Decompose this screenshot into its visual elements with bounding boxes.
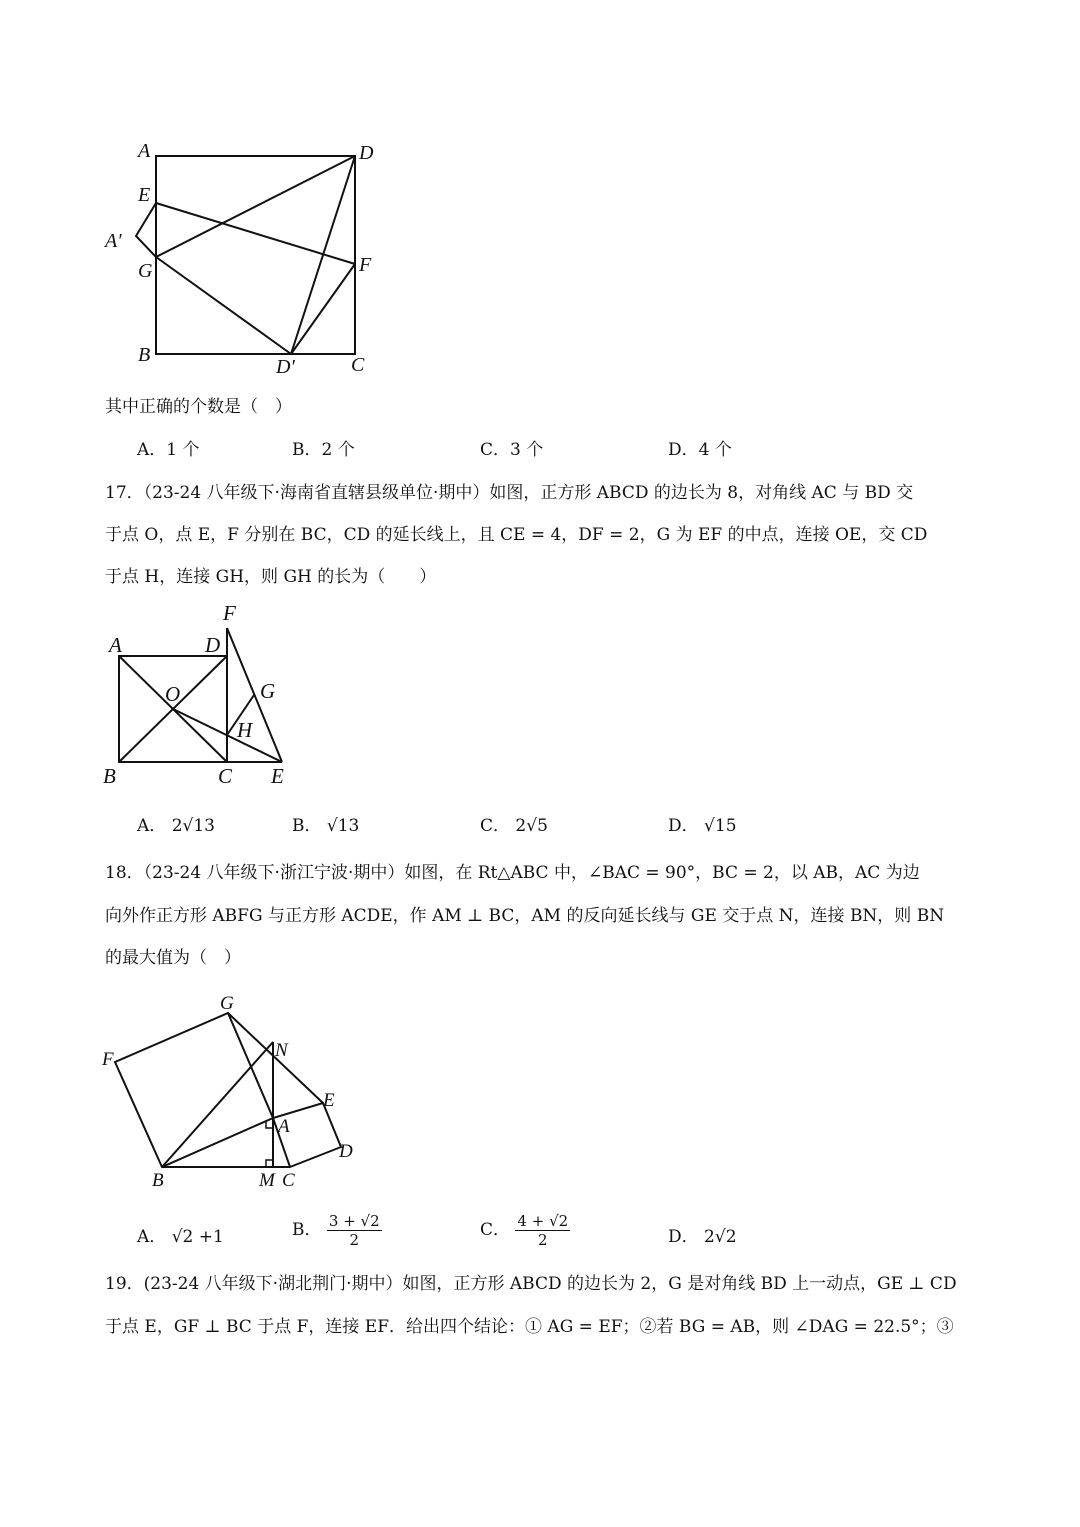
option-text: √15 (704, 816, 737, 836)
q16-option-b (292, 439, 355, 461)
label-A: A (109, 633, 122, 657)
label-A: A (278, 1116, 290, 1137)
segment-ef (156, 203, 355, 264)
right-angle-m (266, 1160, 273, 1167)
label-C: C (218, 764, 233, 788)
segment-dd-prime (291, 156, 355, 354)
label-D: D (339, 1141, 353, 1162)
q18-text-line-2: 向外作正方形 ABFG 与正方形 ACDE，作 AM ⊥ BC，AM 的反向延长线与 GE 交于点 N，连接 BN，则 BN (105, 906, 945, 926)
option-letter: B． (292, 1220, 322, 1240)
q18-option-c (480, 1212, 570, 1249)
label-O: O (165, 682, 181, 706)
label-B: B (103, 764, 116, 788)
q17-text-line-2: 于点 O，点 E，F 分别在 BC，CD 的延长线上，且 CE = 4，DF = 2，G 为 EF 的中点，连接 OE，交 CD (105, 525, 928, 545)
option-letter: A． (137, 440, 167, 460)
right-angle-a (266, 1121, 273, 1128)
option-text: √2 +1 (171, 1227, 224, 1247)
option-fraction (515, 1212, 570, 1249)
option-letter: B． (292, 816, 322, 836)
label-F: F (359, 254, 372, 276)
label-B: B (152, 1170, 164, 1190)
option-text: 2√13 (171, 816, 215, 836)
option-letter: C． (480, 1220, 511, 1240)
option-text: 2√5 (515, 816, 548, 836)
label-A-prime: A′ (105, 230, 122, 252)
label-F: F (223, 601, 236, 625)
option-letter: D． (668, 1227, 699, 1247)
q17-option-b (292, 815, 359, 837)
label-H: H (237, 718, 253, 742)
segment-fd-prime (291, 264, 355, 354)
option-text: 3 个 (510, 440, 544, 460)
option-text: √13 (326, 816, 360, 836)
option-letter: A． (137, 1227, 167, 1247)
q16-option-c (480, 439, 543, 461)
label-D: D (205, 633, 221, 657)
label-A: A (138, 140, 151, 162)
option-letter: B． (292, 440, 322, 460)
figure-q18 (95, 990, 375, 1190)
label-G: G (260, 679, 276, 703)
q18-option-d (668, 1226, 737, 1248)
fraction-numerator: 3 + √2 (328, 1212, 380, 1230)
option-letter: D． (668, 816, 699, 836)
figure-q17 (95, 598, 305, 793)
q17-option-a (137, 815, 215, 837)
q19-text-line-1: 19．(23-24 八年级下·湖北荆门·期中）如图，正方形 ABCD 的边长为 2，G 是对角线 BD 上一动点，GE ⊥ CD (105, 1274, 957, 1294)
option-text: 1 个 (166, 440, 200, 460)
q16-option-d (668, 439, 732, 461)
label-C: C (282, 1170, 295, 1190)
label-C: C (351, 354, 365, 376)
option-letter: C． (480, 816, 511, 836)
q18-text-line-1: 18．（23-24 八年级下·浙江宁波·期中）如图，在 Rt△ABC 中，∠BAC = 90°，BC = 2，以 AB，AC 为边 (105, 863, 920, 883)
q16-question-tail: 其中正确的个数是（ ） (105, 397, 292, 417)
label-E: E (323, 1090, 335, 1111)
label-E: E (138, 184, 151, 206)
fraction-denominator: 2 (349, 1231, 360, 1249)
segment-gd-prime (156, 257, 291, 354)
option-letter: A． (137, 816, 167, 836)
segment-gd (156, 156, 355, 257)
option-text: 2√2 (704, 1227, 737, 1247)
label-D-prime: D′ (276, 356, 295, 378)
label-E: E (271, 764, 284, 788)
q19-text-line-2: 于点 E，GF ⊥ BC 于点 F，连接 EF．给出四个结论：① AG = EF；②若 BG = AB，则 ∠DAG = 22.5°；③ (105, 1317, 954, 1337)
q17-text-line-1: 17．（23-24 八年级下·海南省直辖县级单位·期中）如图，正方形 ABCD 的边长为 8，对角线 AC 与 BD 交 (105, 483, 914, 503)
label-G: G (138, 260, 153, 282)
option-text: 4 个 (698, 440, 732, 460)
option-letter: D． (668, 440, 699, 460)
label-F: F (102, 1049, 114, 1070)
q18-option-b (292, 1212, 382, 1249)
square-abfg (115, 1013, 273, 1167)
q17-option-d (668, 815, 737, 837)
fraction-numerator: 4 + √2 (517, 1212, 569, 1230)
option-text: 2 个 (321, 440, 355, 460)
label-N: N (275, 1040, 288, 1061)
q17-option-c (480, 815, 548, 837)
segment-bn (162, 1042, 273, 1167)
figure-q16 (95, 135, 395, 385)
label-G: G (220, 993, 234, 1014)
fold-edge (136, 203, 156, 257)
q17-text-line-3: 于点 H，连接 GH，则 GH 的长为（ ） (105, 567, 437, 587)
q16-option-a (137, 439, 200, 461)
fraction-denominator: 2 (538, 1231, 548, 1249)
option-letter: C． (480, 440, 511, 460)
option-fraction (327, 1212, 382, 1249)
label-M: M (259, 1170, 275, 1190)
q18-text-line-3: 的最大值为（ ） (105, 948, 241, 968)
label-D: D (359, 142, 374, 164)
label-B: B (138, 344, 151, 366)
q18-option-a (137, 1226, 224, 1248)
